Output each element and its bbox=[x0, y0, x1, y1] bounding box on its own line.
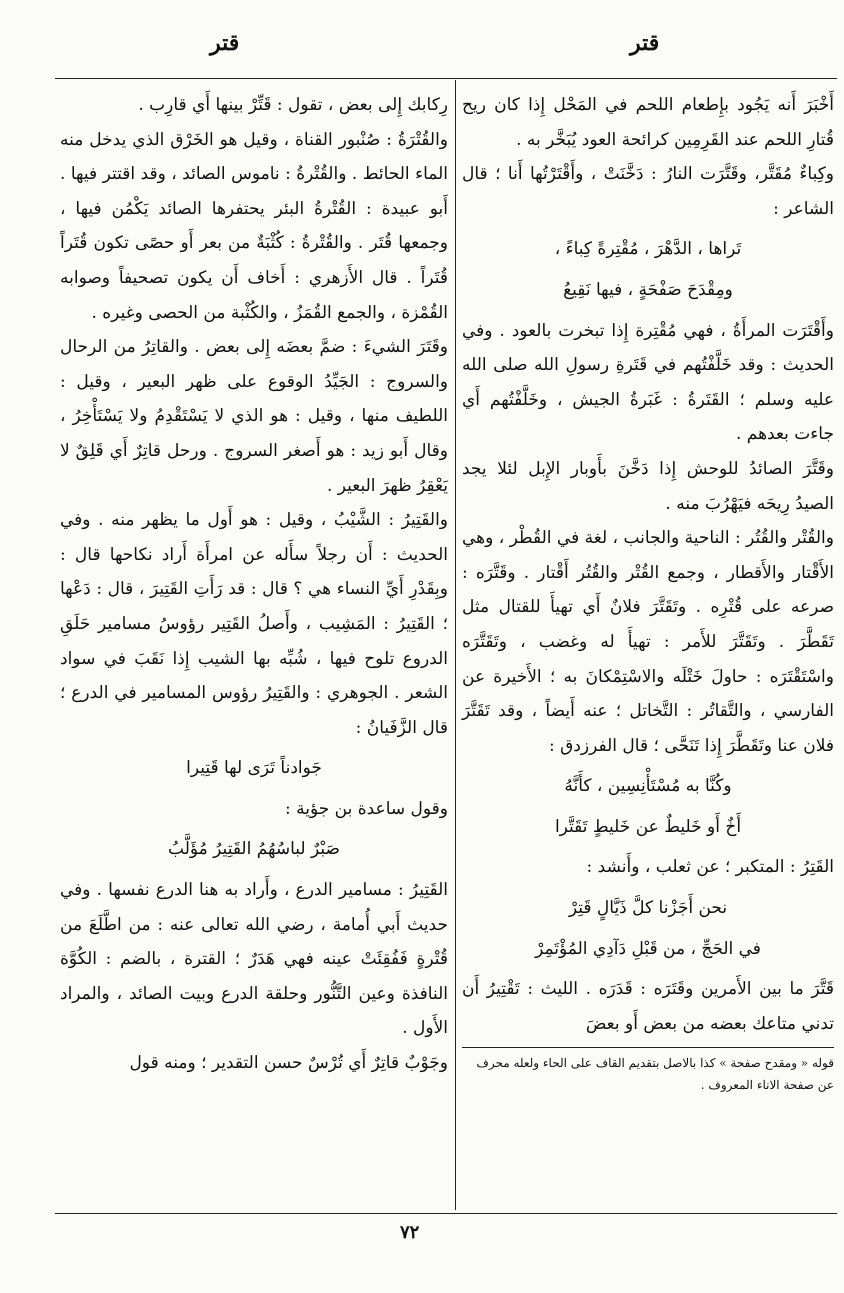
verse-line: في الحَجِّ ، من قَبْلِ دَآدِي المُؤْتَمِرْ bbox=[535, 938, 761, 959]
paragraph: وأَقْتَرَت المرأَةُ ، فهي مُقْتِرة إِذا تبخرت بالعود . وفي الحديث : وقد خَلَّفْتُهم في قَتَرةِ رسولِ الله صلى الله عليه وسلم ؛ القَتَرةُ : غَبَرةُ الجيش ، وخَلَّفْتُهم أَي جاءت بعدهم . bbox=[462, 320, 834, 445]
paragraph: القَتِرُ : المتكبر ؛ عن ثعلب ، وأَنشد : bbox=[586, 857, 834, 878]
footnote-rule bbox=[462, 1047, 834, 1048]
paragraph: القَتِيرُ : مسامير الدرع ، وأَراد به هنا الدرع نفسها . وفي حديث أَبي أُمامة ، رضي الله تعالى عنه : من اطَّلَعَ من قُتْرةٍ فَفُقِئَتْ عينه فهي هَدَرٌ ؛ القترة ، بالضم : الكُوَّة النافذة وعين التَّنُّور وحلقة الدرع وبيت الصائد ، والمراد الأَول . bbox=[60, 880, 448, 1039]
left-headword: قتر bbox=[210, 30, 240, 56]
footnote: قوله « ومقدح صفحة » كذا بالاصل بتقديم القاف على الحاء ولعله محرف عن صفحة الاناء المعروف . bbox=[476, 1056, 834, 1093]
verse-line: صَبْرٌ لباسُهُمُ القَتِيرُ مُؤَلَّبُ bbox=[168, 839, 340, 860]
paragraph: رِكابك إِلى بعض ، تقول : قَتِّرْ بينها أَي قارِب . bbox=[138, 95, 448, 115]
right-column bbox=[462, 88, 834, 1096]
paragraph: أَخْبَرَ أَنه يَجُود بإِطعام اللحم في المَحْل إِذا كان ريح قُتارِ اللحم عند القَرِمِين كرائحة العود يُبَخَّر به . bbox=[462, 95, 834, 150]
paragraph: وقَتَرَ الشيءَ : ضمَّ بعضَه إِلى بعض . والقاتِرُ من الرحال والسروج : الجَيِّدُ الوقوع على ظهر البعير ، وقيل : اللطيف منها ، وقيل : هو الذي لا يَسْتَقْدِمُ ولا يَسْتَأْخِرُ ، وقال أَبو زيد : هو أَصغر السروج . ورحل قاتِرٌ أَي قَلِقٌ لا يَعْقِرُ ظهرَ البعير . bbox=[60, 337, 448, 496]
top-rule bbox=[55, 78, 837, 79]
paragraph: والقُتْر والقُتُر : الناحية والجانب ، لغة في القُطْر ، وهي الأَقْتار والأَقطار ، وجمع القُتْر والقُتُر أَقْتار . وقَتَّرَه : صرعه على قُتْرِه . وتَقَتَّرَ فلانٌ أَي تهيأَ للقتال مثل تَقَطَّرَ . وتَقَتَّرَ للأَمر : تهيأَ له وغضب ، وتَقَتَّرَه واسْتَقْتَرَه : حاولَ خَتْلَه والاسْتِمْكانَ به ؛ الأَخيرة عن الفارسي ، والتَّقاتُر : التَّخاتل ؛ عنه أَيضاً ، وقد تَقَتَّرَ فلان عنا وتَقَطَّرَ إِذا تَنَحَّى ؛ قال الفرزدق : bbox=[462, 528, 834, 756]
verse-line: تَراها ، الدَّهْرَ ، مُقْتِرةً كِباءً ، bbox=[554, 239, 742, 260]
verse-line: وكُنَّا به مُسْتَأْنِسِين ، كأَنَّهُ bbox=[564, 776, 732, 797]
page-number: ٧٢ bbox=[400, 1222, 420, 1243]
verse-line: ومِقْدَحَ صَفْحَةٍ ، فيها نَقِيعُ bbox=[563, 279, 733, 300]
paragraph: وقول ساعدة بن جؤية : bbox=[284, 798, 448, 819]
bottom-rule bbox=[55, 1213, 837, 1214]
verse-line: نحن أَجَزْنا كلَّ ذَيَّالٍ قَتِرْ bbox=[568, 898, 728, 919]
paragraph: وكِباءٌ مُقَتَّر، وقَتَّرَت النارُ : دَخَّنَتْ ، وأَقْتَرْتُها أَنا ؛ قال الشاعر : bbox=[462, 164, 834, 219]
verse-line: جَوادناً تَرَى لها قَتِيرا bbox=[186, 758, 322, 779]
paragraph: قَتَّرَ ما بين الأَمرين وقَتَرَه : قَدَرَه . الليث : تَقْتِيرُ أَن تدني متاعك بعضه من بعض أَو بعضَ bbox=[462, 979, 834, 1034]
right-headword: قتر bbox=[630, 30, 660, 56]
column-divider bbox=[455, 80, 456, 1210]
paragraph: والقُتْرَةُ : صُنْبور القناة ، وقيل هو الخَرْق الذي يدخل منه الماء الحائط . والقُتْرةُ : ناموس الصائد ، وقد اقتتر فيها . أَبو عبيدة : القُتْرةُ البئر يحتفرها الصائد يَكْمُن فيها ، وجمعها قُتَر . والقُتْرةُ : كُثْبَةٌ من بعر أَو حصًى تكون قُتَراً قُتَراً . قال الأَزهري : أَخاف أَن يكون تصحيفاً وصوابه القُمْزة ، والجمع القُمَزُ ، والكُثْبة من الحصى وغيره . bbox=[60, 129, 448, 323]
verse-line: أَخٌ أَو خَليطٌ عن خَليطٍ تَقَتَّرا bbox=[554, 816, 742, 837]
paragraph: وقَتَّرَ الصائدُ للوحش إِذا دَخَّنَ بأَوبار الإِبل لئلا يجد الصيدُ رِيحَه فيَهْرُبَ منه . bbox=[462, 458, 834, 514]
left-column bbox=[60, 88, 448, 1081]
paragraph: وجَوْبٌ قاتِرٌ أَي تُرْسٌ حسن التقدير ؛ ومنه قول bbox=[129, 1053, 448, 1074]
paragraph: والقَتِيرُ : الشَّيْبُ ، وقيل : هو أَول ما يظهر منه . وفي الحديث : أَن رجلاً سأَله عن امرأَة أَراد نكاحها قال : وبِقَدْرِ أَيِّ النساء هي ؟ قال : قد رَأَتِ القَتِيرَ ، قال : دَعْها ؛ القَتِيرُ : المَشِيب ، وأَصلُ القَتِير رؤوسُ مسامير حَلَقِ الدروع تلوح فيها ، شُبِّه بها الشيب إِذا نَقَبَ في سواد الشعر . الجوهري : والقَتِيرُ رؤوس المسامير في الدرع ؛ قال الزَّفَيانُ : bbox=[60, 510, 448, 738]
